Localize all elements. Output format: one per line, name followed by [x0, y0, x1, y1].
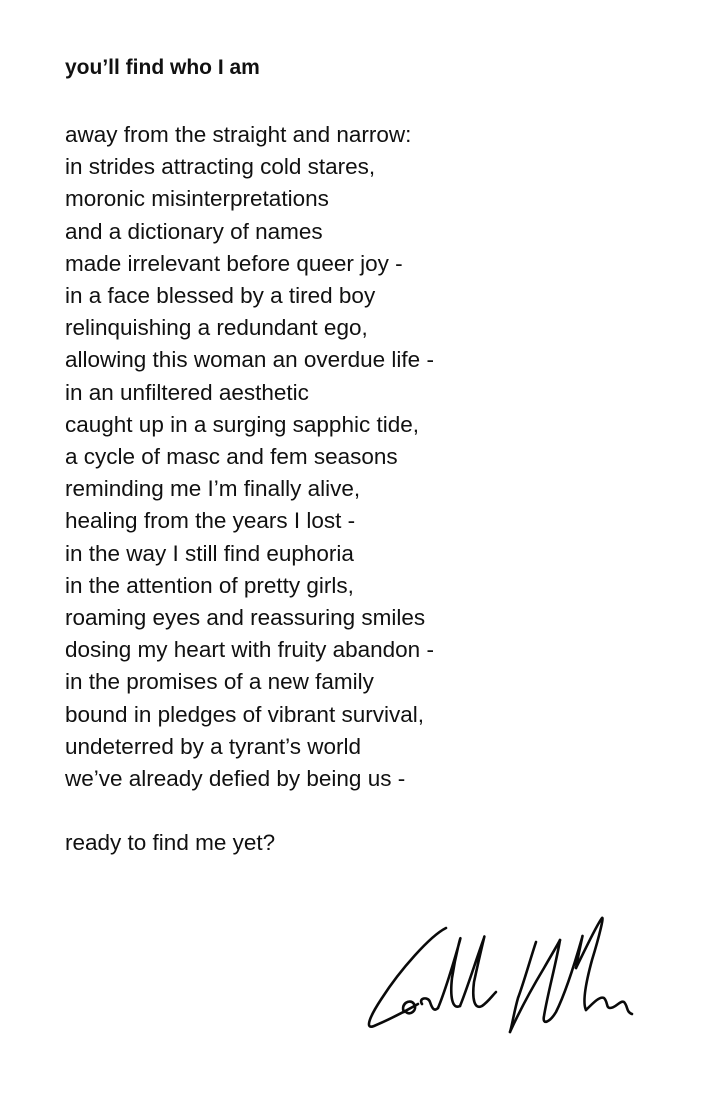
poem-line: a cycle of masc and fem seasons — [65, 444, 398, 470]
poem-closing-line: ready to find me yet? — [65, 830, 276, 855]
poem-line: in the way I still find euphoria — [65, 540, 354, 566]
poem-line: reminding me I’m finally alive, — [65, 476, 361, 502]
poem-line: moronic misinterpretations — [65, 186, 329, 212]
poem-line: in strides attracting cold stares, — [65, 154, 376, 180]
poem-line: we’ve already defied by being us - — [65, 766, 406, 792]
poem-line: in an unfiltered aesthetic — [65, 379, 309, 405]
poem-line: and a dictionary of names — [65, 218, 323, 244]
poem-line: made irrelevant before queer joy - — [65, 250, 403, 276]
poem-line: in a face blessed by a tired boy — [65, 283, 376, 309]
poem-line: healing from the years I lost - — [65, 508, 356, 534]
poem-line: away from the straight and narrow: — [65, 122, 412, 147]
poem-line: caught up in a surging sapphic tide, — [65, 411, 419, 437]
poem-line: undeterred by a tyrant’s world — [65, 733, 361, 759]
poem-line: relinquishing a redundant ego, — [65, 315, 368, 341]
poem-line: roaming eyes and reassuring smiles — [65, 605, 426, 631]
poem-title: you’ll find who I am — [65, 56, 260, 79]
poem-line: bound in pledges of vibrant survival, — [65, 701, 424, 727]
poem-line: in the promises of a new family — [65, 669, 374, 695]
poem-line: dosing my heart with fruity abandon - — [65, 637, 434, 663]
poem-stanza — [65, 119, 434, 795]
poem-line: in the attention of pretty girls, — [65, 572, 354, 598]
poem-line: allowing this woman an overdue life - — [65, 347, 434, 373]
handwritten-signature — [360, 912, 640, 1042]
